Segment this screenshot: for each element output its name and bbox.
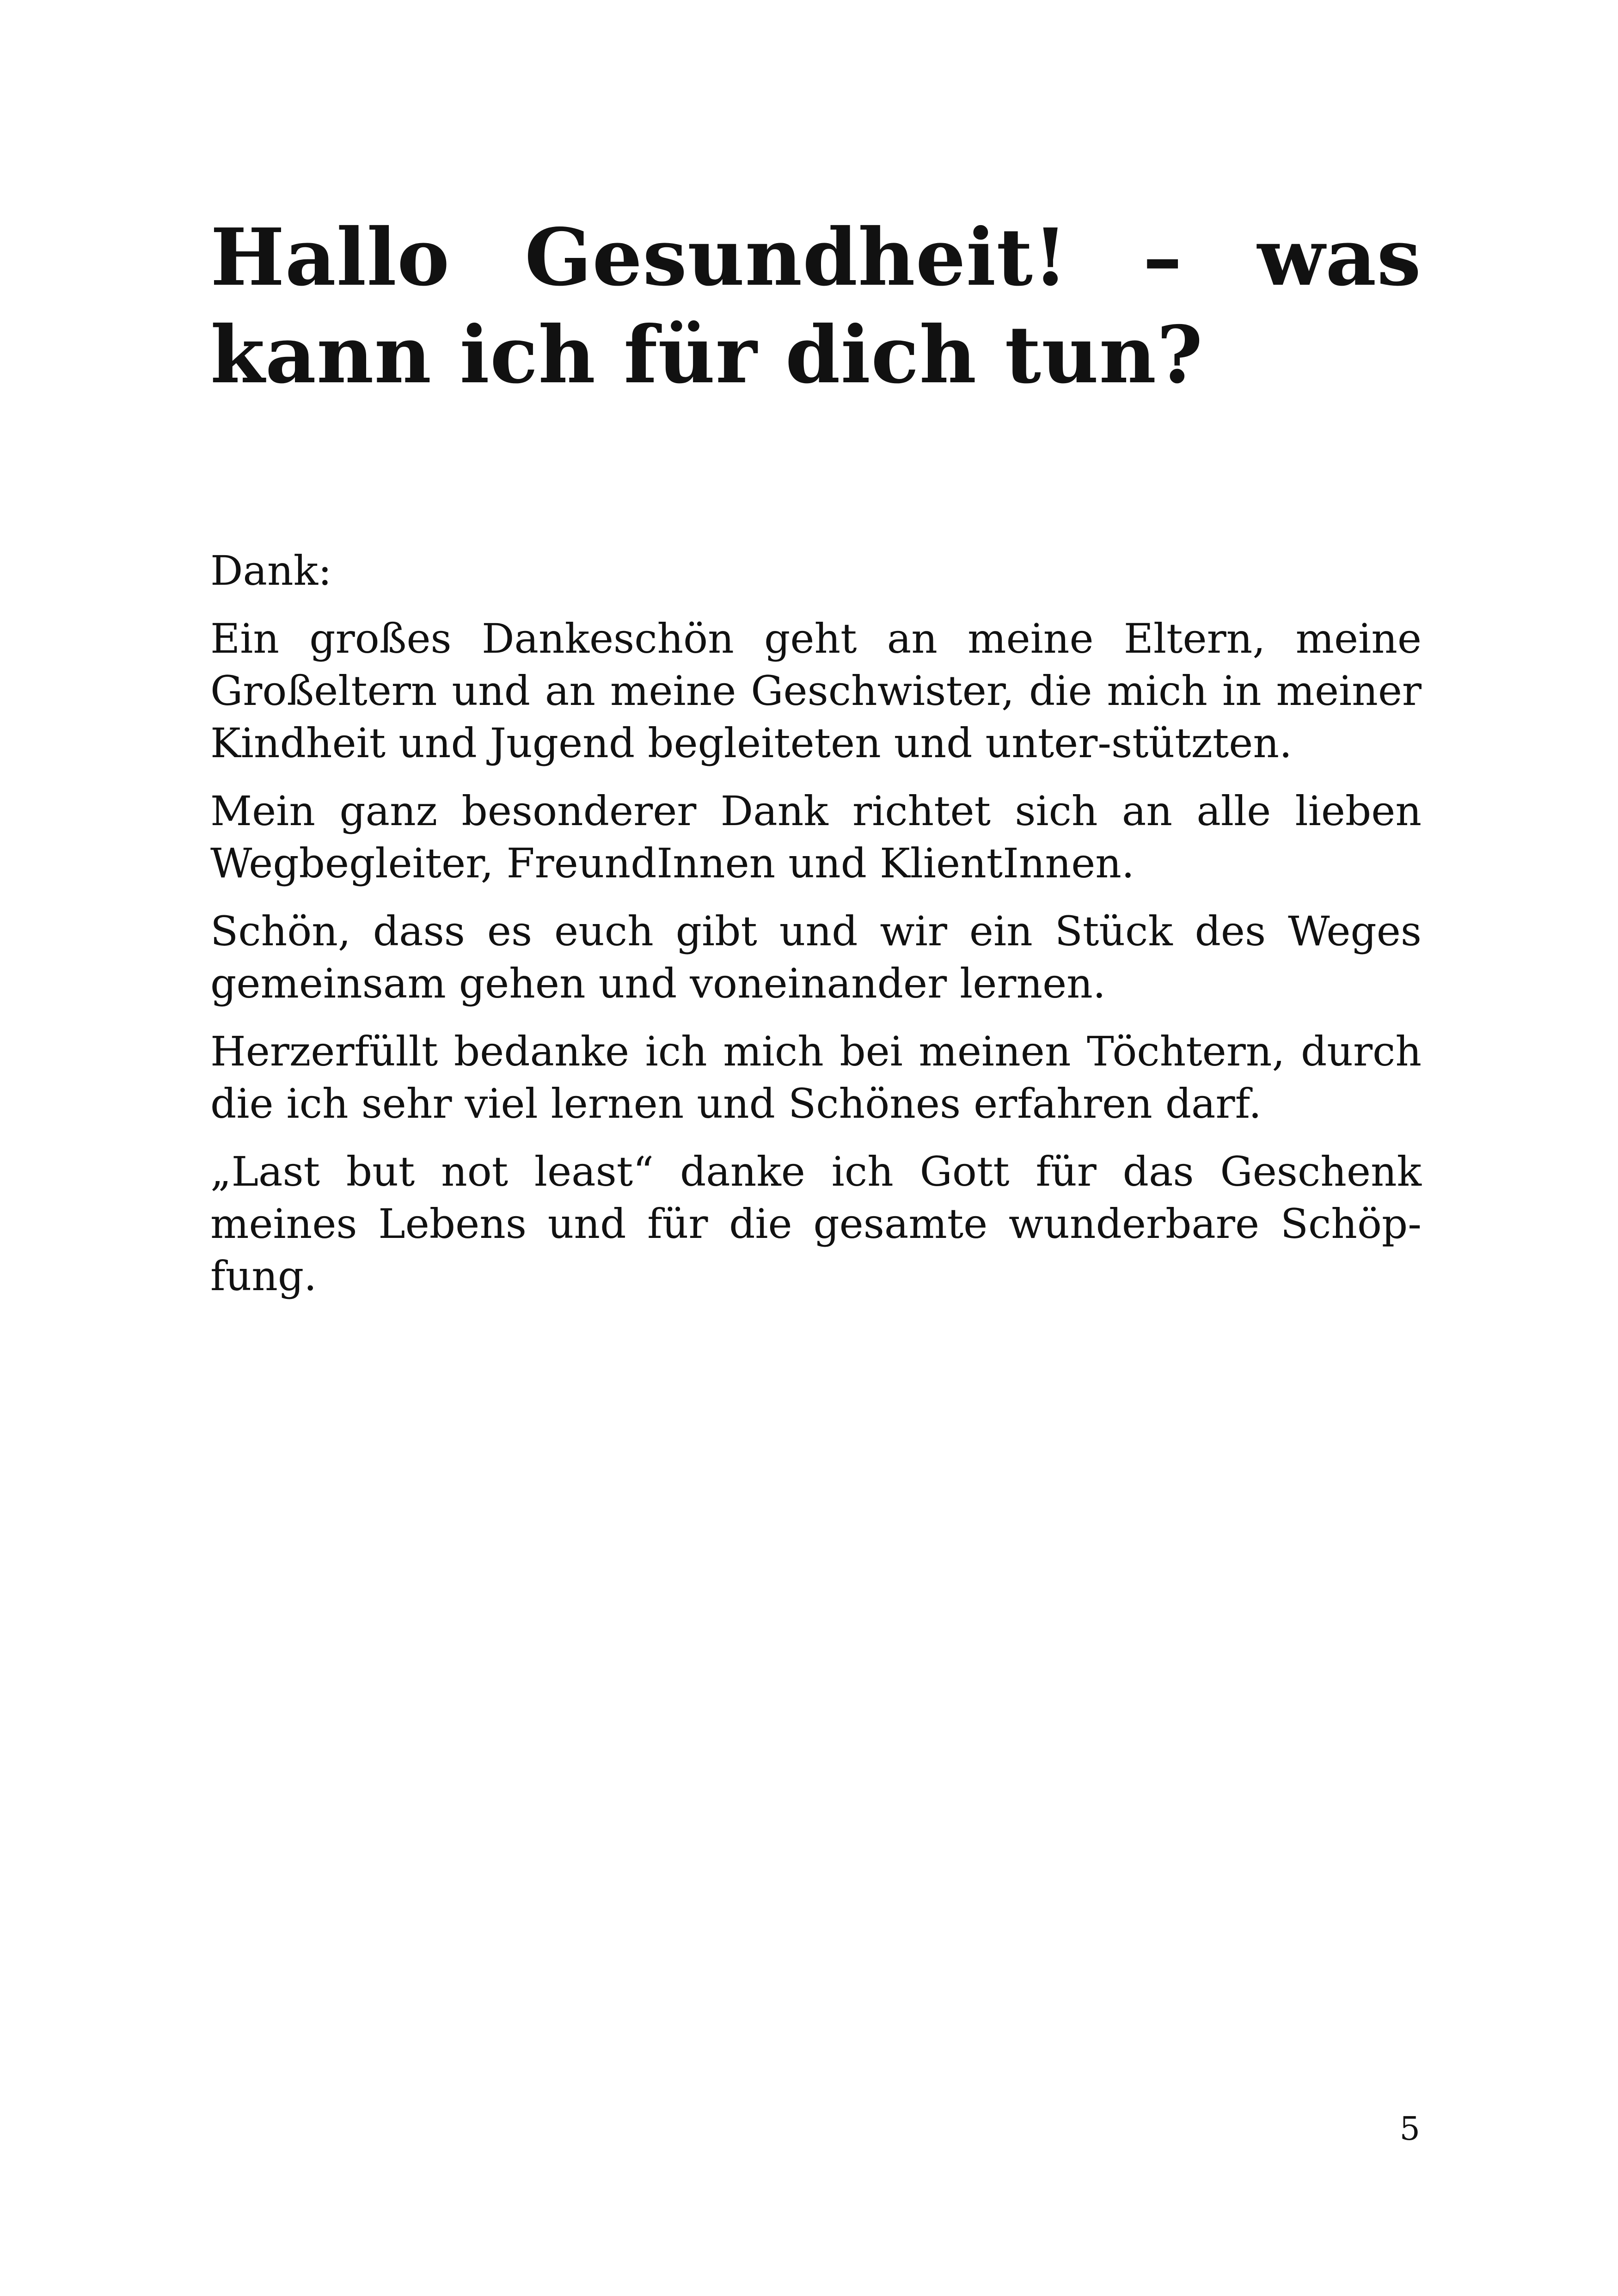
paragraph-god: „Last but not least“ danke ich Gott für das Geschenk meines Lebens und für die gesamte wunderbare Schöp-fung.: [210, 1148, 1422, 1300]
title-line-1: Hallo Gesundheit! – was: [210, 211, 1422, 304]
acknowledgements-label: Dank:: [210, 547, 332, 594]
paragraph-companions: Mein ganz besonderer Dank richtet sich an alle lieben Wegbegleiter, FreundInnen und KlientInnen.: [210, 787, 1422, 887]
acknowledgements-section: [210, 545, 1422, 1318]
page-title: [210, 209, 1422, 404]
paragraph-learning-together: Schön, dass es euch gibt und wir ein Stück des Weges gemeinsam gehen und voneinander lernen.: [210, 907, 1422, 1007]
page-number: 5: [1399, 2110, 1420, 2148]
paragraph-daughters: Herzerfüllt bedanke ich mich bei meinen Töchtern, durch die ich sehr viel lernen und Schönes erfahren darf.: [210, 1028, 1422, 1127]
title-line-2: kann ich für dich tun?: [210, 308, 1203, 401]
paragraph-family: Ein großes Dankeschön geht an meine Eltern, meine Großeltern und an meine Geschwister, die mich in meiner Kindheit und Jugend begleiteten und unter-stützten.: [210, 615, 1422, 767]
